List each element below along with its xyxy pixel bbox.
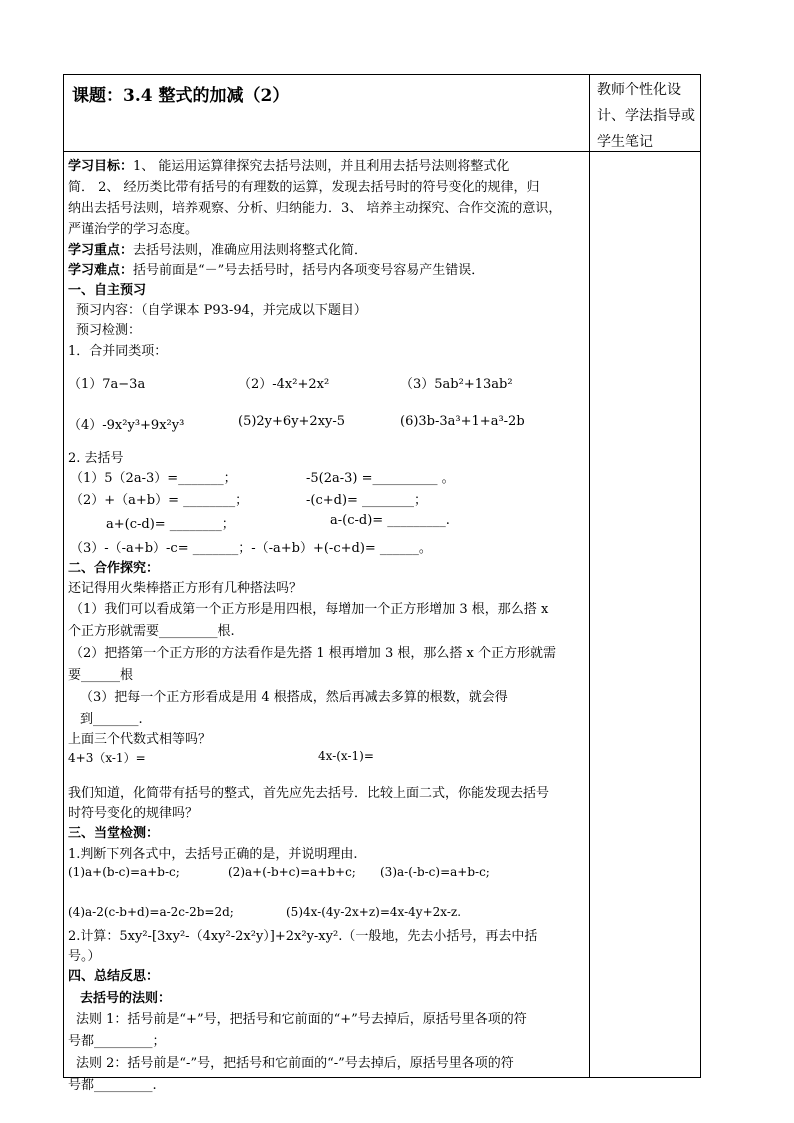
part2-line1: （2）把搭第一个正方形的方法看作是先搭 1 根再增加 3 根，那么搭 x 个正方形就需 (70, 646, 556, 661)
part3-line2: 到_______. (80, 712, 143, 727)
q2-row1-right: -5(2a-3) =__________ 。 (306, 471, 455, 486)
preview-check: 预习检测： (76, 323, 142, 338)
key-point (68, 239, 367, 258)
check-q2-line2: 号。） (68, 949, 101, 964)
objectives-line-3: 纳出去括号法则，培养观察、分析、归纳能力．3、 培养主动探究、合作交流的意识， (68, 201, 562, 216)
q1-item-2: （2）-4x²+2x² (238, 377, 330, 392)
difficulty (68, 259, 484, 278)
q2-row2-right: -(c+d)= ________； (306, 493, 428, 508)
objectives-line-1 (68, 155, 509, 174)
rule2-line2: 号都_________. (68, 1078, 157, 1093)
matchstick-question: 还记得用火柴棒搭正方形有几种搭法吗？ (68, 581, 303, 596)
check-item-4: (4)a-2(c-b+d)=a-2c-2b=2d; (68, 905, 234, 919)
q1-item-6: (6)3b-3a³+1+a³-2b (400, 414, 525, 429)
check-q2-line1: 2.计算：5xy²-[3xy²-（4xy²-2x²y）]+2x²y-xy².（一般地，先去小括号，再去中括 (68, 929, 538, 944)
difficulty-label: 学习难点： (68, 263, 134, 278)
section2-heading: 二、合作探究： (68, 561, 160, 576)
q1-title: 1．合并同类项： (68, 344, 168, 359)
objectives-line-4: 严谨治学的学习态度。 (68, 222, 199, 237)
part2-line2: 要______根 (68, 668, 134, 683)
check-q1: 1.判断下列各式中，去括号正确的是，并说明理由. (68, 847, 358, 862)
q1-item-5: (5)2y+6y+2xy-5 (238, 414, 346, 429)
rule2-line1: 法则 2：括号前是“-”号，把括号和它前面的“-”号去掉后，原括号里各项的符 (76, 1056, 514, 1071)
section3-heading: 三、当堂检测： (68, 826, 160, 841)
check-item-5: (5)4x-(4y-2x+z)=4x-4y+2x-z. (286, 905, 462, 919)
key-point-label: 学习重点： (68, 243, 134, 258)
rules-title: 去括号的法则： (80, 991, 172, 1006)
q2-row1-left: （1）5（2a-3）=_______； (70, 471, 237, 486)
side-note: 教师个性化设计、学法指导或学生笔记 (597, 82, 695, 150)
expression-1: 4+3（x-1）= (68, 751, 146, 765)
lesson-table (63, 74, 701, 1093)
objectives-label: 学习目标： (68, 159, 134, 174)
check-item-3: (3)a-(-b-c)=a+b-c; (380, 865, 490, 879)
q2-row2-left: （2）+（a+b）= ________； (70, 493, 249, 508)
expression-2: 4x-(x-1)= (318, 749, 374, 763)
q2-row4: （3）-（-a+b）-c= _______；-（-a+b）+(-c+d)= ______。 (70, 541, 432, 556)
section4-heading: 四、总结反思： (68, 969, 160, 984)
note-line1: 我们知道，化简带有括号的整式，首先应先去括号．比较上面二式，你能发现去括号 (68, 786, 550, 801)
part3-line1: （3）把每一个正方形看成是用 4 根搭成，然后再减去多算的根数，就会得 (80, 690, 508, 705)
note-line2: 时符号变化的规律吗？ (68, 806, 199, 821)
column-divider (589, 75, 590, 1077)
q2-title: 2. 去括号 (68, 451, 124, 466)
preview-content: 预习内容：（自学课本 P93-94，并完成以下题目） (76, 303, 367, 318)
q2-row3-left: a+(c-d)= ________； (106, 517, 235, 532)
key-point-text: 去括号法则，准确应用法则将整式化简． (133, 243, 368, 258)
q1-item-4: （4）-9x²y³+9x²y³ (68, 418, 185, 433)
part1-line2: 个正方形就需要_________根. (68, 624, 235, 639)
section1-heading: 一、自主预习 (68, 283, 147, 298)
rule1-line2: 号都_________； (68, 1034, 166, 1049)
check-item-1: (1)a+(b-c)=a+b-c; (68, 865, 180, 879)
page-title: 课题：3.4 整式的加减（2） (72, 86, 290, 106)
equal-question: 上面三个代数式相等吗？ (68, 732, 212, 747)
q2-row3-right: a-(c-d)= _________. (330, 513, 450, 528)
rule1-line1: 法则 1：括号前是“+”号，把括号和它前面的“+”号去掉后，原括号里各项的符 (76, 1012, 527, 1027)
q1-item-3: （3）5ab²+13ab² (400, 377, 513, 392)
q1-item-1: （1）7a−3a (68, 377, 146, 392)
objectives-text-1: 1、 能运用运算律探究去括号法则，并且利用去括号法则将整式化 (133, 159, 510, 174)
difficulty-text: 括号前面是“－”号去括号时，括号内各项变号容易产生错误． (133, 263, 485, 278)
objectives-line-2: 简． 2、 经历类比带有括号的有理数的运算，发现去括号时的符号变化的规律，归 (68, 180, 540, 195)
part1-line1: （1）我们可以看成第一个正方形是用四根，每增加一个正方形增加 3 根，那么搭 x (70, 602, 549, 617)
check-item-2: (2)a+(-b+c)=a+b+c; (228, 865, 356, 879)
